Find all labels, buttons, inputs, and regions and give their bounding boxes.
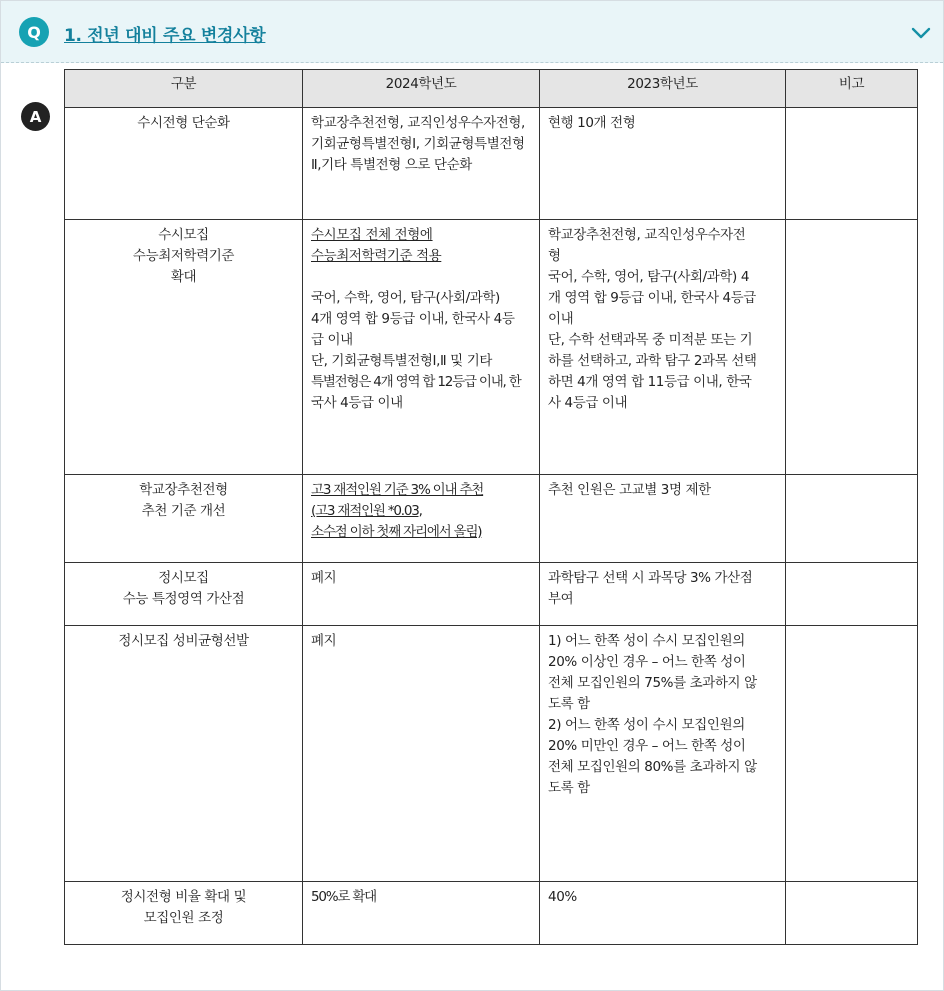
- y2024-text: 폐지: [311, 633, 337, 649]
- y2023-cell: [540, 563, 786, 626]
- category-cell: [65, 626, 303, 882]
- table-row: [65, 563, 918, 626]
- category-text: 수시전형 단순화: [137, 115, 230, 131]
- y2023-text: 개 영역 합 9등급 이내, 한국사 4등급: [548, 290, 756, 306]
- y2024-text: 국사 4등급 이내: [311, 395, 403, 411]
- changes-table: [64, 69, 918, 945]
- y2023-text: 전체 모집인원의 75%를 초과하지 않: [548, 675, 757, 691]
- category-text: 학교장추천전형: [139, 482, 228, 498]
- y2024-underlined-text: 수시모집 전체 전형에: [311, 227, 433, 243]
- y2024-text: 학교장추천전형, 교직인성우수자전형,: [311, 115, 525, 131]
- y2023-text: 단, 수학 선택과목 중 미적분 또는 기: [548, 332, 753, 348]
- y2023-text: 전체 모집인원의 80%를 초과하지 않: [548, 759, 757, 775]
- category-cell: [65, 220, 303, 475]
- y2023-text: 사 4등급 이내: [548, 395, 628, 411]
- y2024-text: 국어, 수학, 영어, 탐구(사회/과학): [311, 290, 500, 306]
- y2023-cell: [540, 220, 786, 475]
- y2023-text: 1) 어느 한쪽 성이 수시 모집인원의: [548, 633, 745, 649]
- y2023-text: 국어, 수학, 영어, 탐구(사회/과학) 4: [548, 269, 750, 285]
- y2023-text: 추천 인원은 고교별 3명 제한: [548, 482, 711, 498]
- y2023-cell: [540, 475, 786, 563]
- y2023-text: 도록 함: [548, 696, 590, 712]
- y2024-text: 폐지: [311, 570, 337, 586]
- y2024-cell: [303, 108, 540, 220]
- question-header[interactable]: [1, 1, 943, 63]
- y2023-text: 부여: [548, 591, 574, 607]
- y2023-text: 형: [548, 248, 561, 264]
- category-text: 정시모집: [158, 570, 209, 586]
- chevron-down-icon[interactable]: [909, 21, 933, 45]
- spacer: [311, 267, 531, 288]
- y2023-cell: [540, 626, 786, 882]
- y2024-cell: [303, 220, 540, 475]
- table-row: [65, 108, 918, 220]
- y2023-text: 20% 미만인 경우 – 어느 한쪽 성이: [548, 738, 746, 754]
- category-text: 수능 특정영역 가산점: [122, 591, 245, 607]
- header-2023: 2023학년도: [540, 70, 786, 108]
- note-cell: [786, 108, 918, 220]
- category-cell: [65, 108, 303, 220]
- category-cell: [65, 882, 303, 945]
- category-cell: [65, 475, 303, 563]
- y2024-cell: [303, 626, 540, 882]
- y2023-text: 40%: [548, 889, 577, 905]
- header-note: 비고: [786, 70, 918, 108]
- note-cell: [786, 563, 918, 626]
- table-row: [65, 475, 918, 563]
- header-category: 구분: [65, 70, 303, 108]
- table-header-row: [65, 70, 918, 108]
- note-cell: [786, 882, 918, 945]
- note-cell: [786, 626, 918, 882]
- y2024-underlined-text: 고3 재적인원 기준 3% 이내 추천: [311, 482, 484, 498]
- category-cell: [65, 563, 303, 626]
- y2024-cell: [303, 563, 540, 626]
- y2024-text: 급 이내: [311, 332, 353, 348]
- note-cell: [786, 475, 918, 563]
- y2024-text: 단, 기회균형특별전형Ⅰ,Ⅱ 및 기타: [311, 353, 492, 369]
- note-cell: [786, 220, 918, 475]
- y2024-cell: [303, 475, 540, 563]
- y2023-text: 과학탐구 선택 시 과목당 3% 가산점: [548, 570, 753, 586]
- table-row: [65, 882, 918, 945]
- y2023-text: 이내: [548, 311, 574, 327]
- answer-badge: A: [21, 102, 50, 131]
- y2024-text: 4개 영역 합 9등급 이내, 한국사 4등: [311, 311, 515, 327]
- y2024-text: 50%로 확대: [311, 889, 377, 905]
- category-text: 수능최저학력기준: [132, 248, 235, 264]
- y2024-underlined-text: 소수점 이하 첫째 자리에서 올림): [311, 524, 482, 540]
- table-row: [65, 626, 918, 882]
- table-row: [65, 220, 918, 475]
- y2023-text: 20% 이상인 경우 – 어느 한쪽 성이: [548, 654, 746, 670]
- category-text: 정시모집 성비균형선발: [118, 633, 249, 649]
- category-text: 추천 기준 개선: [141, 503, 226, 519]
- y2023-text: 2) 어느 한쪽 성이 수시 모집인원의: [548, 717, 745, 733]
- question-title-link[interactable]: 1. 전년 대비 주요 변경사항: [64, 26, 266, 46]
- y2024-underlined-text: (고3 재적인원 *0.03,: [311, 503, 422, 519]
- y2023-text: 도록 함: [548, 780, 590, 796]
- y2024-text: 기회균형특별전형Ⅰ, 기회균형특별전형: [311, 136, 525, 152]
- y2024-text: 특별전형은 4개 영역 합 12등급 이내, 한: [311, 374, 521, 390]
- header-2024: 2024학년도: [303, 70, 540, 108]
- y2024-text: Ⅱ,기타 특별전형 으로 단순화: [311, 157, 472, 173]
- category-text: 확대: [170, 269, 197, 285]
- y2023-text: 하를 선택하고, 과학 탐구 2과목 선택: [548, 353, 757, 369]
- y2023-cell: [540, 108, 786, 220]
- y2023-text: 학교장추천전형, 교직인성우수자전: [548, 227, 746, 243]
- y2024-cell: [303, 882, 540, 945]
- y2023-text: 현행 10개 전형: [548, 115, 636, 131]
- y2023-text: 하면 4개 영역 합 11등급 이내, 한국: [548, 374, 752, 390]
- y2024-underlined-text: 수능최저학력기준 적용: [311, 248, 442, 264]
- category-text: 모집인원 조정: [143, 910, 224, 926]
- category-text: 수시모집: [158, 227, 209, 243]
- question-badge: Q: [19, 17, 49, 47]
- y2023-cell: [540, 882, 786, 945]
- category-text: 정시전형 비율 확대 및: [120, 889, 247, 905]
